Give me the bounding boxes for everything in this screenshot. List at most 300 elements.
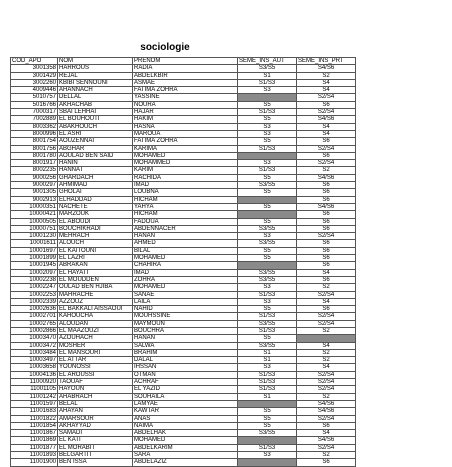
cell-cod-apo: 11001893 <box>11 452 58 459</box>
cell-prenom: ZOHRA <box>133 276 238 283</box>
cell-seme-ins-aut: S1/S3 <box>238 145 297 152</box>
cell-prenom: MOUHSSINE <box>133 313 238 320</box>
cell-nom: AKHAYYAD <box>58 422 133 429</box>
table-row <box>11 364 356 371</box>
table-row <box>11 174 356 181</box>
table-row <box>11 393 356 400</box>
cell-seme-ins-aut: S3/S5 <box>238 240 297 247</box>
table-row <box>11 284 356 291</box>
cell-seme-ins-prt: S4/S6 <box>297 408 356 415</box>
header-seme-ins-aut: SEME_INS_AUT <box>238 58 297 65</box>
cell-seme-ins-prt: S2/S4 <box>297 386 356 393</box>
cell-prenom: KARIM <box>133 167 238 174</box>
cell-seme-ins-prt: S2 <box>297 452 356 459</box>
cell-seme-ins-prt: S6 <box>297 138 356 145</box>
cell-cod-apo: 11001869 <box>11 437 58 444</box>
cell-cod-apo: 3002260 <box>11 79 58 86</box>
cell-prenom: ABDELHAK <box>133 430 238 437</box>
cell-cod-apo: 5010757 <box>11 94 58 101</box>
table-row <box>11 408 356 415</box>
cell-seme-ins-aut <box>238 196 297 203</box>
cell-nom: EL BAKKALI AISSAOUI <box>58 306 133 313</box>
cell-nom: DELLAL <box>58 94 133 101</box>
cell-seme-ins-prt: S6 <box>297 189 356 196</box>
cell-nom: SAMADI <box>58 430 133 437</box>
table-row <box>11 189 356 196</box>
cell-cod-apo: 11001683 <box>11 408 58 415</box>
table-row <box>11 167 356 174</box>
table-header-row <box>11 58 356 65</box>
cell-prenom: AHMED <box>133 240 238 247</box>
cell-seme-ins-aut: S5 <box>238 335 297 342</box>
cell-seme-ins-prt: S2/S4 <box>297 145 356 152</box>
cell-seme-ins-prt: S2/S4 <box>297 379 356 386</box>
cell-seme-ins-prt: S2 <box>297 357 356 364</box>
cell-nom: ALOUDAN <box>58 320 133 327</box>
cell-cod-apo: 11001105 <box>11 386 58 393</box>
cell-prenom: ASMAE <box>133 79 238 86</box>
cell-prenom: NAHID <box>133 306 238 313</box>
cell-seme-ins-prt: S6 <box>297 218 356 225</box>
cell-seme-ins-aut: S5 <box>238 218 297 225</box>
table-row <box>11 349 356 356</box>
cell-cod-apo: 8001917 <box>11 160 58 167</box>
cell-seme-ins-prt: S6 <box>297 101 356 108</box>
cell-prenom: NOURA <box>133 101 238 108</box>
cell-cod-apo: 3001358 <box>11 65 58 72</box>
table-row <box>11 196 356 203</box>
table-row <box>11 79 356 86</box>
cell-seme-ins-prt: S6 <box>297 306 356 313</box>
table-row <box>11 313 356 320</box>
cell-seme-ins-prt: S2/S4 <box>297 415 356 422</box>
table-row <box>11 218 356 225</box>
table-row <box>11 123 356 130</box>
cell-nom: AOUZENNAI <box>58 138 133 145</box>
cell-nom: EL KAITOUNI <box>58 247 133 254</box>
cell-prenom: EL YAZID <box>133 386 238 393</box>
table-row <box>11 87 356 94</box>
table-row <box>11 342 356 349</box>
cell-nom: KAHOUCHA <box>58 313 133 320</box>
cell-cod-apo: 8000996 <box>11 130 58 137</box>
cell-prenom: ACHRAF <box>133 379 238 386</box>
cell-prenom: MOHAMED <box>133 152 238 159</box>
cell-seme-ins-prt: S4 <box>297 130 356 137</box>
cell-nom: ALOUCH <box>58 240 133 247</box>
cell-nom: ELHADDAD <box>58 196 133 203</box>
cell-nom: EL LAZRI <box>58 255 133 262</box>
cell-seme-ins-prt: S6 <box>297 225 356 232</box>
cell-seme-ins-prt: S2/S4 <box>297 291 356 298</box>
cell-nom: AHAYAN <box>58 408 133 415</box>
table-row <box>11 327 356 334</box>
table-row <box>11 65 356 72</box>
table-row <box>11 262 356 269</box>
cell-nom: EL MANSOURI <box>58 349 133 356</box>
cell-nom: BELAL <box>58 400 133 407</box>
cell-seme-ins-aut: S1/S3 <box>238 167 297 174</box>
cell-seme-ins-aut: S3/S5 <box>238 320 297 327</box>
cell-prenom: ABDELAZIZ <box>133 459 238 466</box>
cell-cod-apo: 8001754 <box>11 138 58 145</box>
table-row <box>11 101 356 108</box>
cell-nom: AMARSOUR <box>58 415 133 422</box>
cell-seme-ins-prt: S6 <box>297 255 356 262</box>
cell-prenom: HANAN <box>133 233 238 240</box>
table-row <box>11 306 356 313</box>
cell-nom: GHARDACH <box>58 174 133 181</box>
cell-prenom: MOHAMED <box>133 284 238 291</box>
cell-nom: AZZOUZ <box>58 298 133 305</box>
cell-seme-ins-prt: S4/S6 <box>297 437 356 444</box>
cell-prenom: HASNA <box>133 123 238 130</box>
table-row <box>11 255 356 262</box>
cell-seme-ins-prt: S2 <box>297 72 356 79</box>
cell-nom: MEHRACH <box>58 233 133 240</box>
table-row <box>11 130 356 137</box>
cell-cod-apo: 8001780 <box>11 152 58 159</box>
cell-seme-ins-prt: S2 <box>297 393 356 400</box>
cell-cod-apo: 7000317 <box>11 109 58 116</box>
cell-cod-apo: 10002765 <box>11 320 58 327</box>
cell-prenom: RADIA <box>133 65 238 72</box>
cell-cod-apo: 10000505 <box>11 218 58 225</box>
table-row <box>11 72 356 79</box>
cell-seme-ins-aut: S3 <box>238 364 297 371</box>
cell-seme-ins-prt: S2 <box>297 167 356 174</box>
cell-seme-ins-aut <box>238 262 297 269</box>
cell-seme-ins-prt: S2/S4 <box>297 233 356 240</box>
cell-seme-ins-prt: S6 <box>297 152 356 159</box>
table-row <box>11 182 356 189</box>
cell-seme-ins-aut: S3/S5 <box>238 269 297 276</box>
cell-nom: ABAKHOUCH <box>58 123 133 130</box>
cell-seme-ins-aut: S5 <box>238 116 297 123</box>
cell-seme-ins-prt: S4/S6 <box>297 174 356 181</box>
cell-nom: AHABRACH <box>58 393 133 400</box>
cell-cod-apo: 10001899 <box>11 255 58 262</box>
cell-nom: EL ABOUDI <box>58 218 133 225</box>
table-row <box>11 400 356 407</box>
cell-nom: HANIN <box>58 160 133 167</box>
table-row <box>11 459 356 466</box>
cell-nom: ABGHAR <box>58 145 133 152</box>
cell-prenom: SOUHAILA <box>133 393 238 400</box>
cell-prenom: BILAL <box>133 247 238 254</box>
cell-cod-apo: 8002235 <box>11 167 58 174</box>
cell-seme-ins-aut: S5 <box>238 174 297 181</box>
cell-nom: MOSHER <box>58 342 133 349</box>
cell-prenom: MAROUA <box>133 130 238 137</box>
cell-seme-ins-aut: S5 <box>238 422 297 429</box>
cell-nom: ABRAKAN <box>58 262 133 269</box>
cell-prenom: BOUCHRA <box>133 327 238 334</box>
cell-seme-ins-prt: S4/S6 <box>297 203 356 210</box>
cell-nom: TAOUAF <box>58 379 133 386</box>
cell-seme-ins-aut: S5 <box>238 247 297 254</box>
cell-cod-apo: 10002636 <box>11 306 58 313</box>
cell-nom: YOUNOSSI <box>58 364 133 371</box>
cell-nom: EL MAAZOUZI <box>58 327 133 334</box>
cell-seme-ins-aut: S5 <box>238 408 297 415</box>
cell-nom: EL ATTAR <box>58 357 133 364</box>
cell-cod-apo: 10000751 <box>11 225 58 232</box>
cell-seme-ins-aut: S3 <box>238 130 297 137</box>
table-row <box>11 422 356 429</box>
cell-seme-ins-aut: S1/S3 <box>238 379 297 386</box>
header-seme-ins-prt: SEME_INS_PRT <box>297 58 356 65</box>
cell-seme-ins-aut <box>238 211 297 218</box>
cell-prenom: SARA <box>133 452 238 459</box>
table-row <box>11 276 356 283</box>
cell-seme-ins-prt: S4/S6 <box>297 116 356 123</box>
table-row <box>11 160 356 167</box>
cell-cod-apo: 10003484 <box>11 349 58 356</box>
cell-seme-ins-aut: S1/S3 <box>238 327 297 334</box>
cell-nom: AKHACHAB <box>58 101 133 108</box>
cell-seme-ins-prt: S6 <box>297 459 356 466</box>
cell-seme-ins-aut: S3 <box>238 87 297 94</box>
cell-prenom: YASSINE <box>133 94 238 101</box>
cell-cod-apo: 10001697 <box>11 247 58 254</box>
cell-seme-ins-aut: S3 <box>238 233 297 240</box>
cell-seme-ins-aut: S3 <box>238 160 297 167</box>
cell-nom: REJAL <box>58 72 133 79</box>
cell-nom: MAHRACHE <box>58 291 133 298</box>
cell-cod-apo: 10002097 <box>11 269 58 276</box>
cell-seme-ins-aut: S3/S5 <box>238 430 297 437</box>
cell-seme-ins-prt: S2/S4 <box>297 371 356 378</box>
table-row <box>11 452 356 459</box>
cell-seme-ins-aut: S1/S3 <box>238 444 297 451</box>
cell-seme-ins-prt: S4/S6 <box>297 65 356 72</box>
table-row <box>11 225 356 232</box>
cell-cod-apo: 9002913 <box>11 196 58 203</box>
cell-cod-apo: 10002701 <box>11 313 58 320</box>
cell-seme-ins-prt: S6 <box>297 247 356 254</box>
cell-prenom: DALAL <box>133 357 238 364</box>
cell-prenom: LAILA <box>133 298 238 305</box>
cell-cod-apo: 10004136 <box>11 371 58 378</box>
cell-nom: BOUCHIKRADI <box>58 225 133 232</box>
cell-nom: EL MOUDDEN <box>58 276 133 283</box>
cell-prenom: HANAN <box>133 335 238 342</box>
cell-nom: HARROUS <box>58 65 133 72</box>
cell-prenom: ANAS <box>133 415 238 422</box>
sheet-title: sociologie <box>140 42 190 53</box>
cell-seme-ins-prt: S6 <box>297 276 356 283</box>
cell-cod-apo: 10001611 <box>11 240 58 247</box>
cell-cod-apo: 10003470 <box>11 335 58 342</box>
cell-seme-ins-prt: S4 <box>297 79 356 86</box>
cell-nom: HAYOUN <box>58 386 133 393</box>
table-row <box>11 94 356 101</box>
cell-nom: OULAD BEN HJIBA <box>58 284 133 291</box>
cell-prenom: BRAHIM <box>133 349 238 356</box>
student-table-body <box>11 58 356 467</box>
cell-prenom: MOHAMMED <box>133 160 238 167</box>
cell-cod-apo: 10001945 <box>11 262 58 269</box>
cell-prenom: FATIMA ZOHRA <box>133 87 238 94</box>
cell-prenom: HICHAM <box>133 211 238 218</box>
cell-seme-ins-prt: S2/S4 <box>297 444 356 451</box>
cell-cod-apo: 10002238 <box>11 276 58 283</box>
cell-cod-apo: 10003658 <box>11 364 58 371</box>
cell-prenom: YAHYA <box>133 203 238 210</box>
cell-nom: BELGARTIT <box>58 452 133 459</box>
table-row <box>11 152 356 159</box>
cell-seme-ins-prt: S6 <box>297 196 356 203</box>
cell-seme-ins-prt: S4 <box>297 123 356 130</box>
header-nom: NOM <box>58 58 133 65</box>
cell-seme-ins-aut: S5 <box>238 203 297 210</box>
table-row <box>11 430 356 437</box>
cell-prenom: ABDENNACER <box>133 225 238 232</box>
cell-prenom: LOUBNA <box>133 189 238 196</box>
cell-nom: HANNAT <box>58 167 133 174</box>
cell-seme-ins-aut: S1 <box>238 393 297 400</box>
table-row <box>11 320 356 327</box>
cell-cod-apo: 9000297 <box>11 182 58 189</box>
cell-prenom: LAMYAE <box>133 400 238 407</box>
cell-seme-ins-aut <box>238 94 297 101</box>
cell-seme-ins-aut <box>238 437 297 444</box>
header-prenom: PRENOM <box>133 58 238 65</box>
table-row <box>11 415 356 422</box>
table-row <box>11 371 356 378</box>
cell-seme-ins-prt: S6 <box>297 211 356 218</box>
cell-cod-apo: 10001230 <box>11 233 58 240</box>
cell-prenom: MOHAMED <box>133 255 238 262</box>
cell-seme-ins-aut: S1 <box>238 357 297 364</box>
table-row <box>11 203 356 210</box>
cell-prenom: OTMAN <box>133 371 238 378</box>
cell-cod-apo: 11001854 <box>11 422 58 429</box>
student-table <box>10 57 356 467</box>
cell-nom: EL MORABIT <box>58 444 133 451</box>
cell-cod-apo: 11001822 <box>11 415 58 422</box>
cell-seme-ins-prt: S4 <box>297 298 356 305</box>
cell-seme-ins-aut: S1/S3 <box>238 386 297 393</box>
cell-seme-ins-aut: S5 <box>238 255 297 262</box>
cell-seme-ins-prt: S4 <box>297 364 356 371</box>
cell-seme-ins-prt: S6 <box>297 240 356 247</box>
cell-nom: AZOUHACH <box>58 335 133 342</box>
table-row <box>11 386 356 393</box>
cell-cod-apo: 10000421 <box>11 211 58 218</box>
cell-nom: EL KATI <box>58 437 133 444</box>
cell-cod-apo: 7002889 <box>11 116 58 123</box>
cell-cod-apo: 10002866 <box>11 327 58 334</box>
cell-prenom: FADOUA <box>133 218 238 225</box>
table-row <box>11 379 356 386</box>
cell-nom: AHANNACH <box>58 87 133 94</box>
cell-seme-ins-prt: S4/S6 <box>297 400 356 407</box>
cell-prenom: FATIMA ZOHRA <box>133 138 238 145</box>
cell-prenom: RACHIDA <box>133 174 238 181</box>
cell-seme-ins-aut: S5 <box>238 138 297 145</box>
cell-seme-ins-aut: S1 <box>238 72 297 79</box>
cell-prenom: IHSSAN <box>133 364 238 371</box>
cell-cod-apo: 11001242 <box>11 393 58 400</box>
cell-seme-ins-aut <box>238 400 297 407</box>
cell-nom: AOULAD BEN SAID <box>58 152 133 159</box>
table-row <box>11 233 356 240</box>
cell-seme-ins-prt: S2/S4 <box>297 320 356 327</box>
cell-prenom: NAIMA <box>133 422 238 429</box>
cell-prenom: ABDELKARIM <box>133 444 238 451</box>
cell-cod-apo: 11001597 <box>11 400 58 407</box>
table-row <box>11 116 356 123</box>
cell-seme-ins-aut: S3/S5 <box>238 182 297 189</box>
cell-seme-ins-aut: S1/S3 <box>238 109 297 116</box>
table-row <box>11 335 356 342</box>
cell-seme-ins-aut: S3/S5 <box>238 65 297 72</box>
cell-seme-ins-prt: S6 <box>297 422 356 429</box>
cell-cod-apo: 10002253 <box>11 291 58 298</box>
cell-prenom: MAYMOUN <box>133 320 238 327</box>
cell-nom: EL AROUSSI <box>58 371 133 378</box>
cell-seme-ins-aut: S3 <box>238 123 297 130</box>
cell-seme-ins-prt: S4 <box>297 342 356 349</box>
cell-prenom: SALWA <box>133 342 238 349</box>
cell-nom: BEN ISSA <box>58 459 133 466</box>
cell-prenom: IMAD <box>133 182 238 189</box>
cell-prenom: HICHAM <box>133 196 238 203</box>
cell-cod-apo: 11001877 <box>11 444 58 451</box>
cell-prenom: SANAE <box>133 291 238 298</box>
cell-cod-apo: 5016766 <box>11 101 58 108</box>
cell-seme-ins-prt: S2 <box>297 327 356 334</box>
table-row <box>11 240 356 247</box>
cell-seme-ins-aut: S5 <box>238 189 297 196</box>
cell-nom: GHOLAI <box>58 189 133 196</box>
cell-seme-ins-aut: S5 <box>238 101 297 108</box>
cell-seme-ins-aut: S3 <box>238 284 297 291</box>
cell-seme-ins-prt <box>297 335 356 342</box>
cell-seme-ins-prt: S6 <box>297 262 356 269</box>
table-row <box>11 247 356 254</box>
table-row <box>11 211 356 218</box>
cell-seme-ins-prt: S4 <box>297 269 356 276</box>
cell-seme-ins-aut: S1/S3 <box>238 313 297 320</box>
cell-nom: EL HAYATI <box>58 269 133 276</box>
cell-seme-ins-prt: S2/S4 <box>297 313 356 320</box>
cell-seme-ins-prt: S2/S4 <box>297 160 356 167</box>
cell-nom: SBAI LEHHAI <box>58 109 133 116</box>
cell-cod-apo: 10003472 <box>11 342 58 349</box>
cell-cod-apo: 10003497 <box>11 357 58 364</box>
cell-cod-apo: 3001429 <box>11 72 58 79</box>
cell-nom: EL BOUHOUTI <box>58 116 133 123</box>
cell-seme-ins-aut: S5 <box>238 306 297 313</box>
cell-cod-apo: 9001305 <box>11 189 58 196</box>
cell-nom: NACHETE <box>58 203 133 210</box>
cell-seme-ins-aut: S1 <box>238 349 297 356</box>
cell-seme-ins-prt: S4 <box>297 430 356 437</box>
cell-seme-ins-prt: S2/S4 <box>297 94 356 101</box>
cell-seme-ins-prt: S2 <box>297 349 356 356</box>
cell-seme-ins-aut <box>238 459 297 466</box>
cell-nom: AHMIMAD <box>58 182 133 189</box>
cell-cod-apo: 10002247 <box>11 284 58 291</box>
table-row <box>11 291 356 298</box>
cell-seme-ins-aut: S3/S5 <box>238 276 297 283</box>
cell-seme-ins-aut: S1/S3 <box>238 79 297 86</box>
cell-cod-apo: 11001867 <box>11 430 58 437</box>
header-cod-apo: COD_APO <box>11 58 58 65</box>
